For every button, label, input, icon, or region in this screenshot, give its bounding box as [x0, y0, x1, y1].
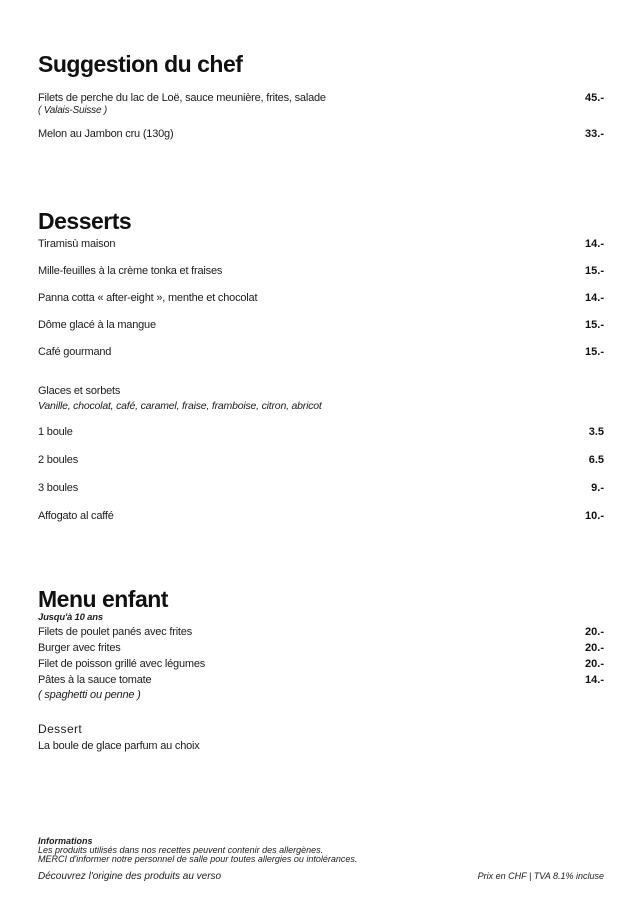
item-name: Panna cotta « after-eight », menthe et chocolat	[38, 292, 258, 304]
item-name: Affogato al caffé	[38, 510, 114, 522]
menu-item-1-boule	[38, 426, 604, 439]
footer-origin-note: Découvrez l'origine des produits au verso	[38, 871, 222, 882]
footer	[38, 836, 604, 882]
menu-item-cafe-gourmand	[38, 346, 604, 359]
menu-enfant-age-note: Jusqu'à 10 ans	[38, 612, 103, 623]
section-desserts	[38, 207, 604, 523]
section-title-menu-enfant: Menu enfant	[38, 586, 168, 612]
section-title-desserts: Desserts	[38, 208, 132, 234]
menu-item-burger	[38, 640, 604, 656]
item-price: 15.-	[585, 319, 604, 331]
footer-staff-line: MERCI d'informer notre personnel de salle pour toutes allergies ou intolérances.	[38, 854, 358, 864]
menu-item-tiramisu	[38, 238, 604, 251]
glaces-flavors-list: Vanille, chocolat, café, caramel, fraise, framboise, citron, abricot	[38, 400, 322, 412]
menu-item-poisson-grille	[38, 656, 604, 672]
menu-item-affogato	[38, 510, 604, 523]
item-name: Filet de poisson grillé avec légumes	[38, 658, 206, 670]
footer-bottom-row	[38, 871, 604, 882]
menu-item-dome-glace	[38, 319, 604, 332]
section-suggestion-du-chef	[38, 50, 604, 141]
glaces-et-sorbets-heading: Glaces et sorbets	[38, 385, 121, 397]
item-price: 20.-	[585, 642, 604, 654]
enfant-dessert-item: La boule de glace parfum au choix	[38, 740, 200, 752]
item-name: Dôme glacé à la mangue	[38, 319, 156, 331]
item-name: Filets de perche du lac de Loë, sauce meunière, frites, salade	[38, 92, 326, 104]
item-price: 33.-	[585, 128, 604, 140]
footer-price-tva-note: Prix en CHF | TVA 8.1% incluse	[477, 871, 604, 881]
item-price: 14.-	[585, 674, 604, 686]
item-price: 45.-	[585, 92, 604, 104]
menu-item-pannacotta	[38, 292, 604, 305]
footer-allergen-line: Les produits utilisés dans nos recettes peuvent contenir des allergènes.	[38, 845, 324, 855]
menu-item-melon	[38, 128, 604, 141]
item-price: 20.-	[585, 626, 604, 638]
item-price: 3.5	[588, 426, 604, 438]
item-name: Melon au Jambon cru (130g)	[38, 128, 174, 140]
item-name: Tiramisù maison	[38, 238, 116, 250]
item-price: 10.-	[585, 510, 604, 522]
menu-item-2-boules	[38, 454, 604, 467]
item-price: 15.-	[585, 265, 604, 277]
section-menu-enfant	[38, 586, 604, 753]
item-name: Café gourmand	[38, 346, 112, 358]
item-price: 14.-	[585, 238, 604, 250]
item-price: 6.5	[588, 454, 604, 466]
item-name: Filets de poulet panés avec frites	[38, 626, 193, 638]
enfant-dessert-heading: Dessert	[38, 722, 83, 736]
item-price: 14.-	[585, 292, 604, 304]
item-origin-note: ( Valais-Suisse )	[38, 105, 108, 116]
menu-item-pates-tomate	[38, 672, 604, 688]
item-name: 3 boules	[38, 482, 78, 494]
item-name: Burger avec frites	[38, 642, 121, 654]
pasta-type-note: ( spaghetti ou penne )	[38, 689, 141, 701]
item-name: 2 boules	[38, 454, 78, 466]
menu-item-perche	[38, 92, 604, 117]
footer-informations-title: Informations	[38, 836, 93, 846]
item-name: Pâtes à la sauce tomate	[38, 674, 152, 686]
item-price: 9.-	[591, 482, 604, 494]
item-price: 15.-	[585, 346, 604, 358]
item-name: 1 boule	[38, 426, 73, 438]
item-price: 20.-	[585, 658, 604, 670]
section-title-suggestion: Suggestion du chef	[38, 51, 243, 77]
item-name: Mille-feuilles à la crème tonka et fraises	[38, 265, 223, 277]
menu-item-millefeuilles	[38, 265, 604, 278]
menu-item-3-boules	[38, 482, 604, 495]
menu-item-poulet-panes	[38, 624, 604, 640]
